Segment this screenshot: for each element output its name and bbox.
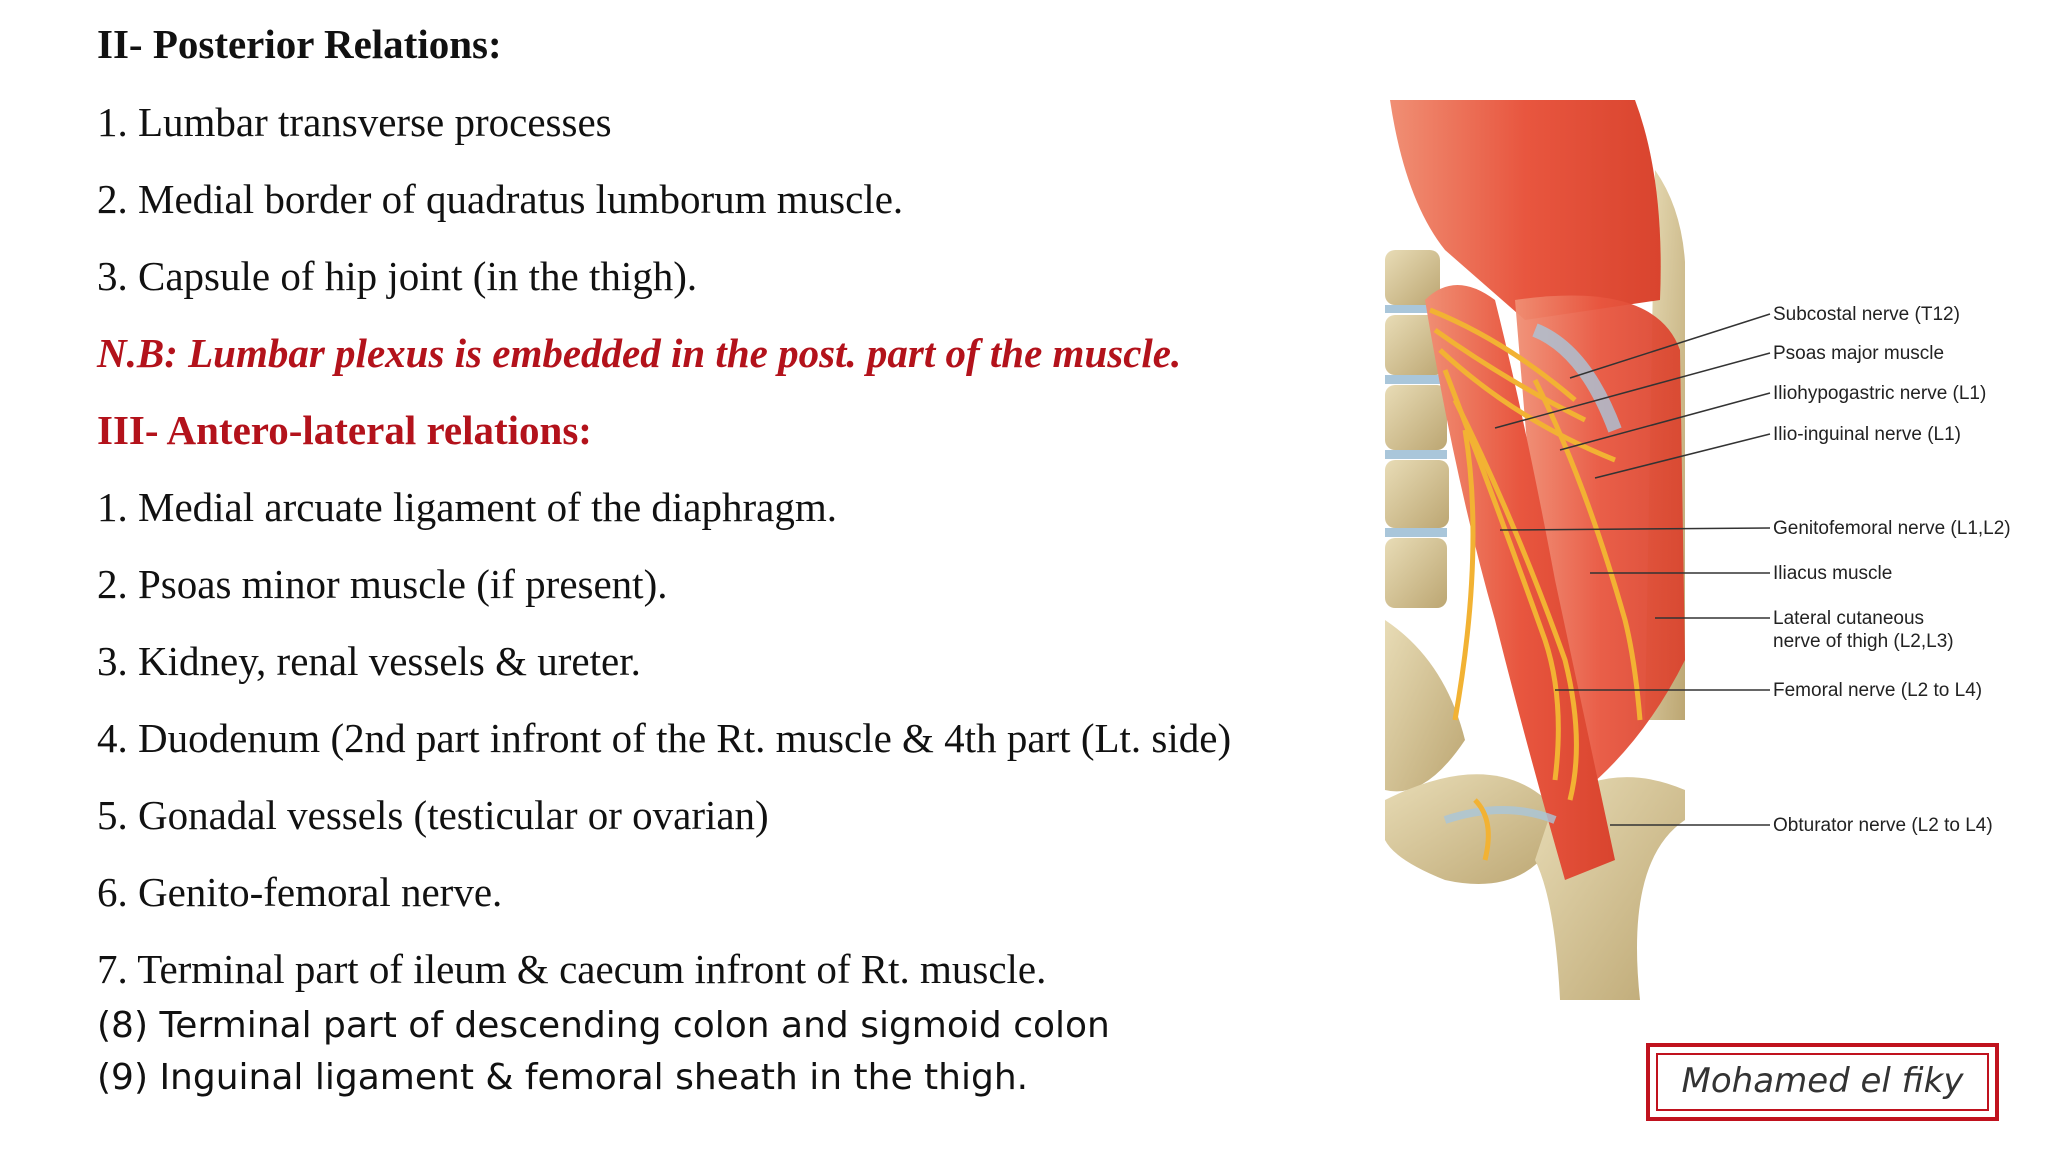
label-psoas-major-muscle: Psoas major muscle	[1773, 343, 1945, 364]
author-signature-box	[1646, 1043, 1999, 1121]
hip-bone	[1385, 774, 1565, 884]
author-signature: Mohamed el fiky	[1681, 1061, 1964, 1101]
anterolateral-item: 5. Gonadal vessels (testicular or ovarian)	[97, 792, 769, 838]
psoas-anatomy-illustration	[1385, 100, 1685, 1000]
label-femoral-nerve: Femoral nerve (L2 to L4)	[1773, 680, 1983, 701]
anterolateral-item: 1. Medial arcuate ligament of the diaphragm.	[97, 484, 838, 530]
label-obturator-nerve: Obturator nerve (L2 to L4)	[1773, 815, 1993, 836]
posterior-item: 1. Lumbar transverse processes	[97, 99, 612, 145]
anterolateral-item: 7. Terminal part of ileum & caecum infront of Rt. muscle.	[97, 946, 1047, 992]
label-genitofemoral-nerve: Genitofemoral nerve (L1,L2)	[1773, 518, 2011, 539]
anterolateral-item: 6. Genito-femoral nerve.	[97, 869, 503, 915]
anterolateral-heading: III- Antero-lateral relations:	[97, 407, 592, 453]
anterolateral-extra-item: (9) Inguinal ligament & femoral sheath in the thigh.	[97, 1057, 1029, 1098]
label-ilioinguinal-nerve: Ilio-inguinal nerve (L1)	[1773, 424, 1961, 445]
anterolateral-item: 2. Psoas minor muscle (if present).	[97, 561, 668, 607]
sacrum	[1385, 620, 1465, 791]
posterior-item: 2. Medial border of quadratus lumborum muscle.	[97, 176, 904, 222]
label-iliacus-muscle: Iliacus muscle	[1773, 563, 1893, 584]
label-lateral-cutaneous-nerve-line1: Lateral cutaneous	[1773, 608, 1925, 629]
label-iliohypogastric-nerve: Iliohypogastric nerve (L1)	[1773, 383, 1987, 404]
anterolateral-item: 3. Kidney, renal vessels & ureter.	[97, 638, 641, 684]
anterolateral-extra-item: (8) Terminal part of descending colon and sigmoid colon	[97, 1005, 1110, 1046]
anterolateral-item: 4. Duodenum (2nd part infront of the Rt. muscle & 4th part (Lt. side)	[97, 715, 1232, 761]
label-subcostal-nerve: Subcostal nerve (T12)	[1773, 304, 1960, 325]
note-text: N.B: Lumbar plexus is embedded in the post. part of the muscle.	[97, 330, 1182, 376]
label-lateral-cutaneous-nerve-line2: nerve of thigh (L2,L3)	[1773, 631, 1954, 652]
posterior-item: 3. Capsule of hip joint (in the thigh).	[97, 253, 698, 299]
posterior-heading: II- Posterior Relations:	[97, 21, 502, 67]
